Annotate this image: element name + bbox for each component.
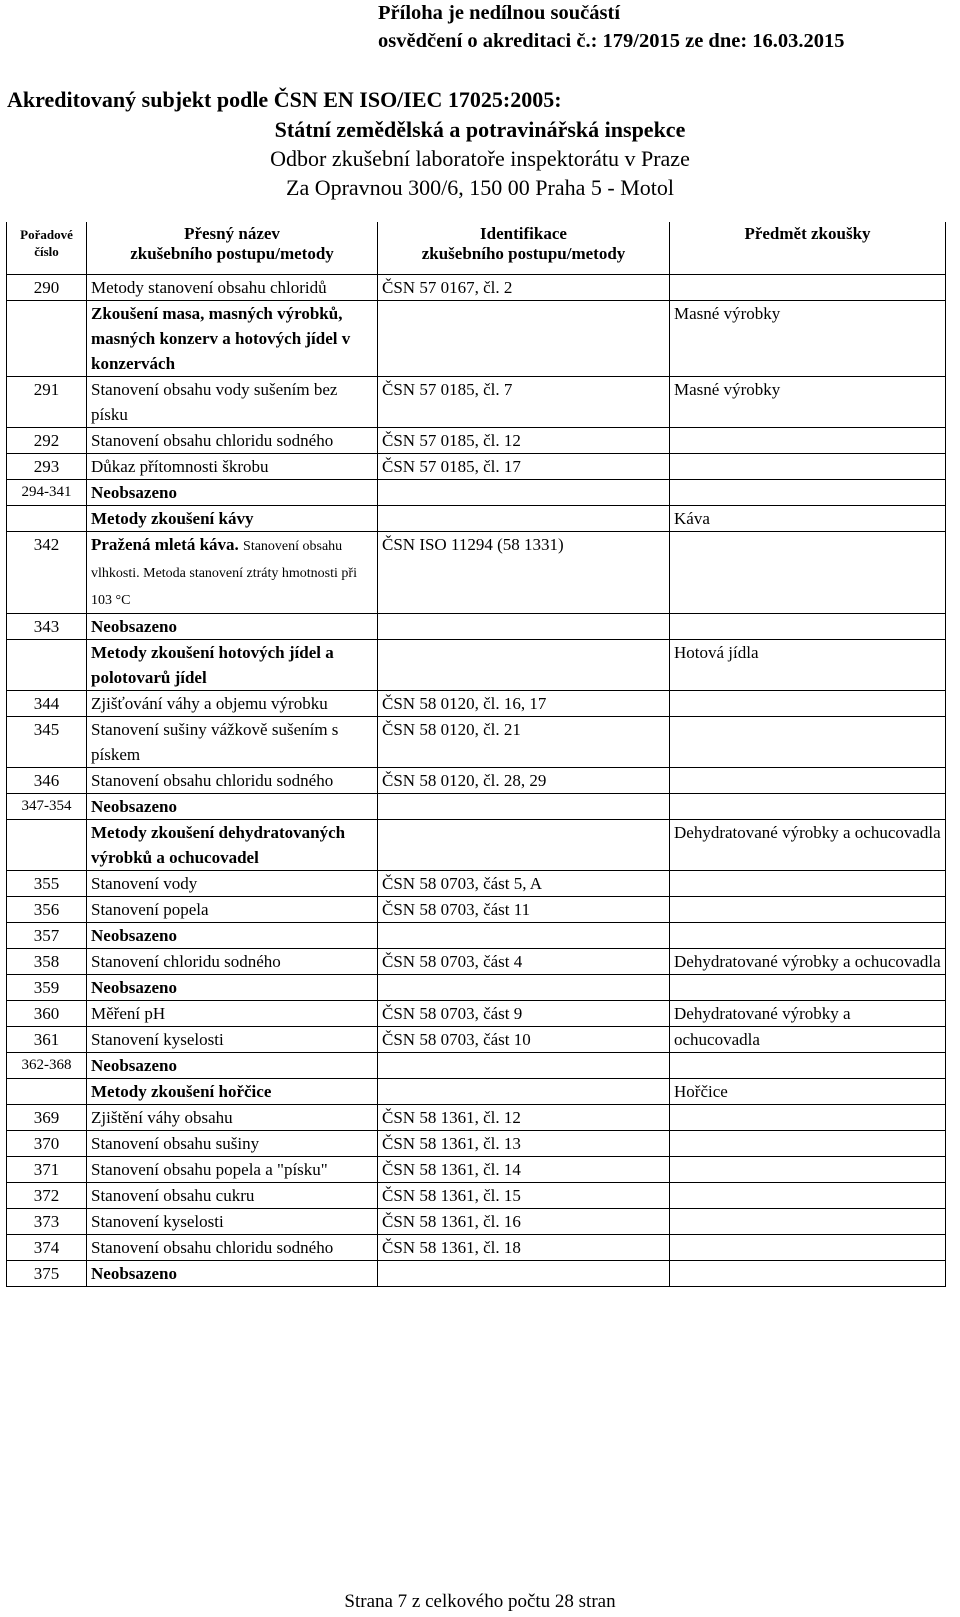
method-name: Neobsazeno: [87, 923, 378, 949]
table-body: [7, 275, 946, 1287]
table-row: [7, 1105, 946, 1131]
method-id: [378, 640, 670, 691]
test-subject: [670, 1157, 946, 1183]
table-row: [7, 1027, 946, 1053]
table-row: [7, 1001, 946, 1027]
row-number: [7, 820, 87, 871]
row-number: 362-368: [7, 1053, 87, 1079]
table-row: [7, 1209, 946, 1235]
row-number: 375: [7, 1261, 87, 1287]
method-name: Stanovení chloridu sodného: [87, 949, 378, 975]
annex-line-2: osvědčení o akreditaci č.: 179/2015 ze dne: 16.03.2015: [378, 30, 845, 52]
table-row: [7, 717, 946, 768]
method-id: [378, 923, 670, 949]
method-id: ČSN 58 1361, čl. 12: [378, 1105, 670, 1131]
method-name-bold: Pražená mletá káva.: [91, 535, 239, 554]
method-name: Stanovení obsahu chloridu sodného: [87, 1235, 378, 1261]
row-number: 371: [7, 1157, 87, 1183]
row-number: 356: [7, 897, 87, 923]
row-number: [7, 640, 87, 691]
method-id: ČSN 58 1361, čl. 13: [378, 1131, 670, 1157]
row-number: [7, 506, 87, 532]
method-id: [378, 506, 670, 532]
method-id: ČSN 57 0185, čl. 7: [378, 377, 670, 428]
method-name: Stanovení obsahu popela a "písku": [87, 1157, 378, 1183]
section-title: Metody zkoušení kávy: [87, 506, 378, 532]
test-subject: [670, 897, 946, 923]
test-subject: [670, 923, 946, 949]
test-subject: [670, 428, 946, 454]
test-subject: [670, 1131, 946, 1157]
method-name: Stanovení obsahu vody sušením bez písku: [87, 377, 378, 428]
row-number: 370: [7, 1131, 87, 1157]
row-number: 291: [7, 377, 87, 428]
address: Za Opravnou 300/6, 150 00 Praha 5 - Motol: [286, 175, 674, 200]
table-row: [7, 923, 946, 949]
test-subject: Káva: [670, 506, 946, 532]
test-subject: [670, 1183, 946, 1209]
test-subject: [670, 532, 946, 614]
method-id: [378, 975, 670, 1001]
row-number: 343: [7, 614, 87, 640]
table-row: [7, 1053, 946, 1079]
department-name: Odbor zkušební laboratoře inspektorátu v Praze: [270, 146, 690, 171]
table-row: [7, 532, 946, 614]
table-row: [7, 1261, 946, 1287]
test-subject: [670, 1209, 946, 1235]
col-header-number: Pořadové číslo: [7, 222, 87, 275]
test-subject: Hořčice: [670, 1079, 946, 1105]
test-subject: Dehydratované výrobky a: [670, 1001, 946, 1027]
table-row: [7, 768, 946, 794]
row-number: 344: [7, 691, 87, 717]
row-number: 374: [7, 1235, 87, 1261]
row-number: 342: [7, 532, 87, 614]
page-footer: Strana 7 z celkového počtu 28 stran: [344, 1591, 616, 1612]
row-number: 293: [7, 454, 87, 480]
method-name: Stanovení obsahu chloridu sodného: [87, 428, 378, 454]
test-subject: [670, 1053, 946, 1079]
test-subject: [670, 275, 946, 301]
row-number: 357: [7, 923, 87, 949]
method-name: [87, 532, 378, 614]
section-title: Metody zkoušení hořčice: [87, 1079, 378, 1105]
table-row: [7, 1235, 946, 1261]
method-id: [378, 301, 670, 377]
section-row: [7, 506, 946, 532]
table-row: [7, 377, 946, 428]
method-name: Měření pH: [87, 1001, 378, 1027]
method-id: [378, 1079, 670, 1105]
method-id: [378, 614, 670, 640]
annex-line-1: Příloha je nedílnou součástí: [378, 2, 621, 24]
method-id: ČSN 57 0185, čl. 12: [378, 428, 670, 454]
method-name: Stanovení sušiny vážkově sušením s pískem: [87, 717, 378, 768]
table-row: [7, 691, 946, 717]
organization-name: Státní zemědělská a potravinářská inspekce: [274, 117, 686, 142]
method-id: ČSN 58 0120, čl. 21: [378, 717, 670, 768]
row-number: 347-354: [7, 794, 87, 820]
method-id: ČSN 58 0120, čl. 28, 29: [378, 768, 670, 794]
accredited-subject: Akreditovaný subjekt podle ČSN EN ISO/IEC 17025:2005:: [7, 87, 562, 112]
test-subject: Dehydratované výrobky a ochucovadla: [670, 949, 946, 975]
col-header-method-id: Identifikace zkušebního postupu/metody: [378, 222, 670, 275]
row-number: 360: [7, 1001, 87, 1027]
row-number: 292: [7, 428, 87, 454]
section-row: [7, 301, 946, 377]
table-row: [7, 794, 946, 820]
method-id: [378, 820, 670, 871]
section-title: Metody zkoušení hotových jídel a polotovarů jídel: [87, 640, 378, 691]
table-row: [7, 454, 946, 480]
test-subject: [670, 1261, 946, 1287]
method-id: ČSN 58 0703, část 4: [378, 949, 670, 975]
table-row: [7, 1157, 946, 1183]
method-id: ČSN 58 0703, část 9: [378, 1001, 670, 1027]
method-id: [378, 1261, 670, 1287]
method-id: ČSN ISO 11294 (58 1331): [378, 532, 670, 614]
test-subject: [670, 717, 946, 768]
table-row: [7, 1183, 946, 1209]
method-name: Neobsazeno: [87, 794, 378, 820]
method-id: ČSN 58 0703, část 11: [378, 897, 670, 923]
row-number: 294-341: [7, 480, 87, 506]
test-subject: Masné výrobky: [670, 301, 946, 377]
row-number: [7, 301, 87, 377]
method-id: ČSN 58 1361, čl. 14: [378, 1157, 670, 1183]
method-id: ČSN 58 0120, čl. 16, 17: [378, 691, 670, 717]
test-subject: [670, 454, 946, 480]
row-number: 346: [7, 768, 87, 794]
row-number: 373: [7, 1209, 87, 1235]
table-row: [7, 614, 946, 640]
table-row: [7, 897, 946, 923]
method-name: Neobsazeno: [87, 614, 378, 640]
section-row: [7, 820, 946, 871]
method-name: Metody stanovení obsahu chloridů: [87, 275, 378, 301]
test-subject: Dehydratované výrobky a ochucovadla: [670, 820, 946, 871]
col-header-method-name: Přesný název zkušebního postupu/metody: [87, 222, 378, 275]
col-header-subject: Předmět zkoušky: [670, 222, 946, 275]
row-number: 345: [7, 717, 87, 768]
row-number: 290: [7, 275, 87, 301]
test-subject: [670, 794, 946, 820]
row-number: 359: [7, 975, 87, 1001]
test-subject: Masné výrobky: [670, 377, 946, 428]
test-subject: [670, 975, 946, 1001]
table-row: [7, 1131, 946, 1157]
method-id: ČSN 58 1361, čl. 15: [378, 1183, 670, 1209]
method-id: ČSN 57 0167, čl. 2: [378, 275, 670, 301]
test-subject: [670, 480, 946, 506]
test-subject: [670, 614, 946, 640]
section-row: [7, 640, 946, 691]
method-id: ČSN 58 0703, část 10: [378, 1027, 670, 1053]
table-row: [7, 275, 946, 301]
test-subject: ochucovadla: [670, 1027, 946, 1053]
row-number: 369: [7, 1105, 87, 1131]
test-subject: [670, 1235, 946, 1261]
method-name: Neobsazeno: [87, 480, 378, 506]
method-id: ČSN 58 0703, část 5, A: [378, 871, 670, 897]
row-number: 355: [7, 871, 87, 897]
row-number: 358: [7, 949, 87, 975]
method-name: Neobsazeno: [87, 975, 378, 1001]
section-title: Metody zkoušení dehydratovaných výrobků a ochucovadel: [87, 820, 378, 871]
test-subject: Hotová jídla: [670, 640, 946, 691]
method-name: Stanovení kyselosti: [87, 1027, 378, 1053]
table-row: [7, 949, 946, 975]
method-name: Neobsazeno: [87, 1261, 378, 1287]
test-subject: [670, 691, 946, 717]
row-number: 372: [7, 1183, 87, 1209]
table-row: [7, 428, 946, 454]
method-id: [378, 480, 670, 506]
section-row: [7, 1079, 946, 1105]
method-id: ČSN 58 1361, čl. 16: [378, 1209, 670, 1235]
test-subject: [670, 1105, 946, 1131]
methods-table: [6, 222, 946, 1287]
row-number: [7, 1079, 87, 1105]
method-name: Důkaz přítomnosti škrobu: [87, 454, 378, 480]
method-name: Stanovení obsahu cukru: [87, 1183, 378, 1209]
method-name-rest: Stanovení obsahu vlhkosti. Metoda stanovení ztráty hmotnosti při 103 °C: [91, 539, 357, 608]
method-name: Zjištění váhy obsahu: [87, 1105, 378, 1131]
method-name: Zjišťování váhy a objemu výrobku: [87, 691, 378, 717]
method-name: Stanovení kyselosti: [87, 1209, 378, 1235]
test-subject: [670, 871, 946, 897]
method-name: Neobsazeno: [87, 1053, 378, 1079]
test-subject: [670, 768, 946, 794]
method-name: Stanovení obsahu sušiny: [87, 1131, 378, 1157]
table-row: [7, 480, 946, 506]
method-id: [378, 794, 670, 820]
method-name: Stanovení popela: [87, 897, 378, 923]
section-title: Zkoušení masa, masných výrobků, masných konzerv a hotových jídel v konzervách: [87, 301, 378, 377]
table-row: [7, 871, 946, 897]
row-number: 361: [7, 1027, 87, 1053]
method-id: [378, 1053, 670, 1079]
method-name: Stanovení vody: [87, 871, 378, 897]
method-id: ČSN 57 0185, čl. 17: [378, 454, 670, 480]
table-row: [7, 975, 946, 1001]
method-name: Stanovení obsahu chloridu sodného: [87, 768, 378, 794]
table-header-row: [7, 222, 946, 275]
method-id: ČSN 58 1361, čl. 18: [378, 1235, 670, 1261]
